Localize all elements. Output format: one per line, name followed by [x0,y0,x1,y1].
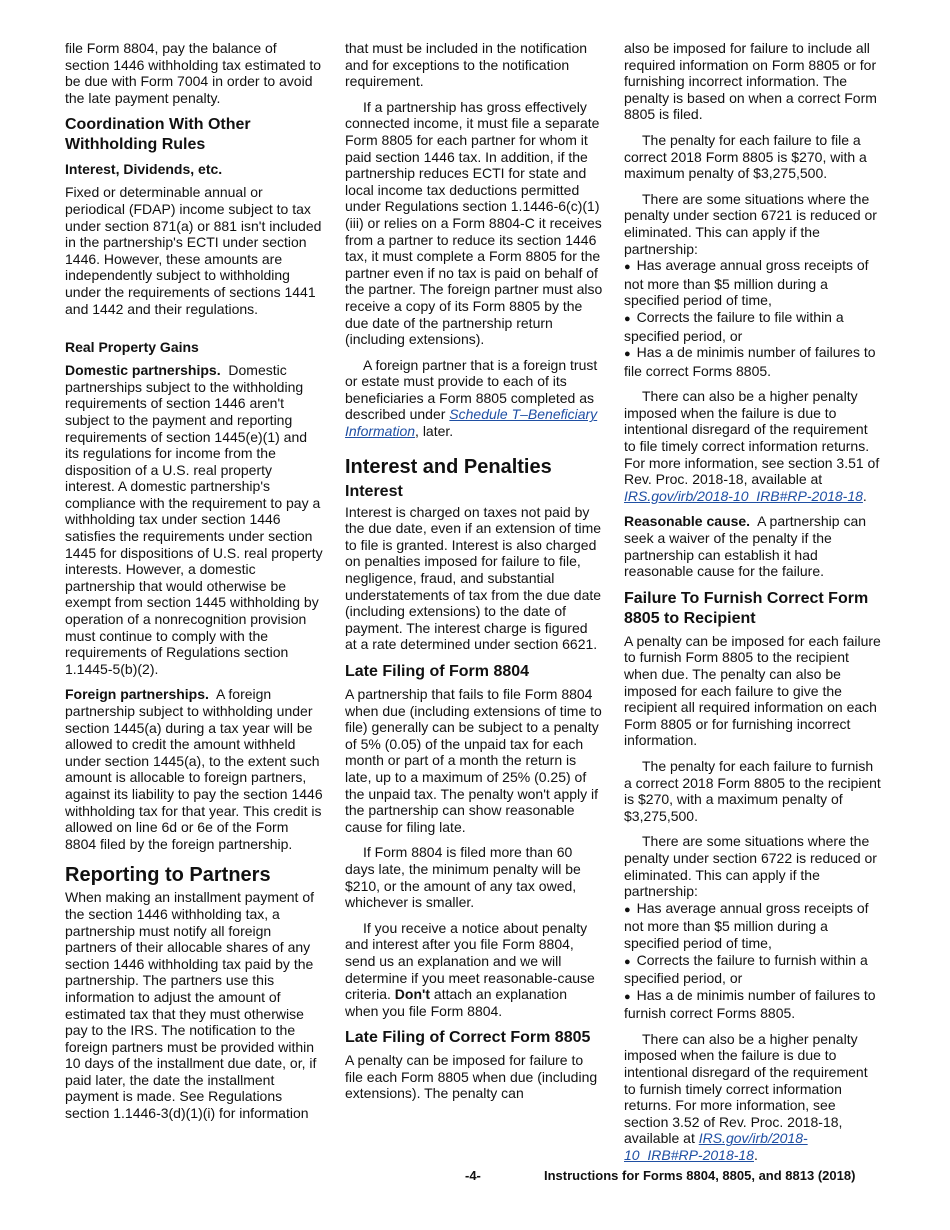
heading-interest-and-penalties: Interest and Penalties [345,455,552,478]
paragraph-text: . [862,487,867,504]
column-1 [65,40,323,1131]
paragraph-text: , later. [415,423,454,440]
heading-failure-to-furnish: Failure To Furnish Correct Form 8805 to Recipient [624,589,869,627]
page-footer [0,1168,950,1186]
paragraph-text: There can also be a higher penalty imposed when the failure is due to intentional disregard of the requirement to file timely correct information returns. For more information, see section 3.51 of Rev. Proc. 2018-18, available at [624,388,880,488]
bullet-icon: ● [624,348,631,361]
list-item-text: Has a de minimis number of failures to file correct Forms 8805. [624,344,876,379]
paragraph-text: attach an explanation when you file Form 8804. [345,986,568,1019]
run-in-heading: Reasonable cause. [624,513,751,530]
paragraph-reporting: When making an installment payment of the section 1446 withholding tax, a partnership must notify all foreign partners of their allocable shares of any section 1446 withholding tax paid by the partnership. The partners use this information to adjust the amount of estimated tax that they must otherwise pay to the IRS. The notification to the foreign partners must be provided within 10 days of the installment due date, or, if paid later, the date the installment payment is made. See Regulations section 1.1446-3(d)(1)(i) for information [65,889,317,1122]
paragraph-text: There can also be a higher penalty imposed when the failure is due to intentional disregard of the requirement to furnish timely correct information returns. For more information, see section 3.52 of Rev. Proc. 2018-18, available at [624,1030,868,1147]
paragraph-60-days: If Form 8804 is filed more than 60 days late, the minimum penalty will be $210, or the amount of any tax owed, whichever is smaller. [345,844,581,911]
list-item [624,309,882,344]
heading-reporting-to-partners: Reporting to Partners [65,864,271,887]
paragraph-situations-furnish: There are some situations where the penalty under section 6722 is reduced or eliminated. This can apply if the partnership: [624,833,877,900]
column-2 [345,40,603,1111]
paragraph: file Form 8804, pay the balance of section 1446 withholding tax estimated to be due with Form 7004 in order to avoid the late payment penalty. [65,40,322,106]
list-item [624,900,882,952]
list-item [624,257,882,309]
paragraph-text: . [753,1147,758,1164]
paragraph-foreign-trust [345,357,603,440]
footer-title: Instructions for Forms 8804, 8805, and 8813 (2018) [544,1168,856,1183]
bullet-icon: ● [624,990,631,1003]
paragraph-penalty-each: The penalty for each failure to file a correct 2018 Form 8805 is $270, with a maximum penalty of $3,275,500. [624,131,867,182]
bullet-icon: ● [624,312,631,325]
link-irs-rev-proc[interactable]: IRS.gov/irb/2018-10_IRB#RP-2018-18 [624,487,863,504]
paragraph-text: A foreign partnership subject to withholding under section 1445(a) during a tax year will be allowed to credit the amount withheld under section 1445(a), to the extent such amount is allocable to foreign partners, against its liability to pay the section 1446 withholding tax for that year. This credit is allowed on line 6d or 6e of the Form 8804 filed by the foreign partnership. [65,686,323,852]
list-item [624,987,882,1022]
list-item-text: Has average annual gross receipts of not more than $5 million during a specified period of time, [624,257,869,309]
paragraph-higher-penalty [624,388,882,504]
emphasis: Don't [394,986,431,1003]
list-item-text: Corrects the failure to furnish within a specified period, or [624,951,868,987]
heading-late-filing-8804: Late Filing of Form 8804 [345,663,530,680]
paragraph-fdap: Fixed or determinable annual or periodical (FDAP) income subject to tax under section 871(a) or 881 isn't included in the partnership's ECTI under section 1446. However, these amounts are independently subject to withholding under the requirements of sections 1441 and 1442 and their regulations. [65,184,322,317]
paragraph-reasonable-cause [624,513,882,579]
paragraph: that must be included in the notification and for exceptions to the notification requirement. [345,40,588,90]
paragraph-gross-ecti: If a partnership has gross effectively connected income, it must file a separate Form 8805 for each partner for whom it paid section 1446 tax. In addition, if the partnership reduces ECTI for state and local income tax deductions permitted under Regulations section 1.1446-6(c)(1)(iii) or relies on a Form 8804-C it receives from a partner to reduce its section 1446 tax, it must complete a Form 8805 for the partner even if no tax is paid on behalf of the partner. The foreign partner must also receive a copy of its Form 8805 by the due date of the partnership return (including extensions). [345,98,603,348]
paragraph: also be imposed for failure to include all required information on Form 8805 or for furnishing incorrect information. The penalty is based on when a correct Form 8805 is filed. [624,40,877,123]
paragraph-higher-penalty-furnish [624,1031,882,1164]
column-3 [624,40,882,1173]
heading-interest-dividends: Interest, Dividends, etc. [65,161,223,178]
bullet-icon: ● [624,261,631,274]
heading-real-property-gains: Real Property Gains [65,339,199,356]
heading-interest: Interest [345,482,403,500]
list-item-text: Corrects the failure to file within a specified period, or [624,308,844,344]
list-item-text: Has a de minimis number of failures to furnish correct Forms 8805. [624,986,876,1022]
paragraph-furnish: A penalty can be imposed for each failure to furnish Form 8805 to the recipient when due. The penalty can also be imposed for each failure to give the recipient all required information on each Form 8805 or for furnishing incorrect information. [624,632,881,749]
run-in-heading: Domestic partnerships. [65,362,221,379]
paragraph-notice [345,920,603,1020]
list-item-text: Has average annual gross receipts of not more than $5 million during a specified period of time, [624,899,869,951]
paragraph-text: Domestic partnerships subject to the withholding requirements of section 1446 aren't subject to the payment and reporting requirements of section 1445(e)(1) and its regulations for income from the disposition of a U.S. real property interest. A domestic partnership's compliance with the requirement to pay a withholding tax under section 1446 satisfies the requirements under section 1445 for dispositions of U.S. real property interests. However, a domestic partnership that would otherwise be exempt from section 1445 withholding by operation of a nonrecognition provision must continue to comply with the requirements of Regulations section 1.1445-5(b)(2). [65,362,323,677]
link-schedule-t[interactable]: Schedule T–Beneficiary Information [345,406,598,440]
paragraph-penalty-each-furnish: The penalty for each failure to furnish a correct 2018 Form 8805 to the recipient is $270, with a maximum penalty of $3,275,500. [624,757,881,824]
list-item [624,344,882,379]
paragraph-late-filing-8804: A partnership that fails to file Form 8804 when due (including extensions of time to file) generally can be subject to a penalty of 5% (0.05) of the unpaid tax for each month or part of a month the return is late, up to a maximum of 25% (0.25) of the unpaid tax. The penalty won't apply if the partnership can show reasonable cause for filing late. [345,686,602,835]
bullet-icon: ● [624,903,631,916]
page-number: -4- [465,1168,481,1183]
bullet-list [624,900,882,1022]
paragraph-text: If you receive a notice about penalty and interest after you file Form 8804, send us an explanation and we will determine if you meet reasonable-cause criteria. [345,919,595,1003]
paragraph-late-filing-8805: A penalty can be imposed for failure to file each Form 8805 when due (including extensions). The penalty can [345,1052,598,1102]
paragraph-text: A partnership can seek a waiver of the penalty if the partnership can establish it had reasonable cause for the failure. [624,513,867,580]
paragraph-foreign-partnerships [65,686,323,852]
bullet-icon: ● [624,955,631,968]
list-item [624,952,882,987]
link-irs-rev-proc[interactable]: IRS.gov/irb/2018-10_IRB#RP-2018-18 [624,1130,808,1164]
run-in-heading: Foreign partnerships. [65,686,209,703]
paragraph-text: A foreign partner that is a foreign trust or estate must provide to each of its beneficiaries a Form 8805 completed as described under [345,356,598,423]
heading-late-filing-8805: Late Filing of Correct Form 8805 [345,1029,591,1047]
paragraph-interest: Interest is charged on taxes not paid by the due date, even if an extension of time to file is granted. Interest is also charged on penalties imposed for failure to file, negligence, fraud, and substantial understatements of tax from the due date (including extensions) to the date of payment. The interest charge is figured at a rate determined under section 6621. [345,503,602,653]
heading-coordination: Coordination With Other Withholding Rules [65,116,251,154]
bullet-list [624,257,882,379]
paragraph-situations: There are some situations where the penalty under section 6721 is reduced or eliminated. This can apply if the partnership: [624,190,877,257]
paragraph-domestic-partnerships [65,362,323,677]
